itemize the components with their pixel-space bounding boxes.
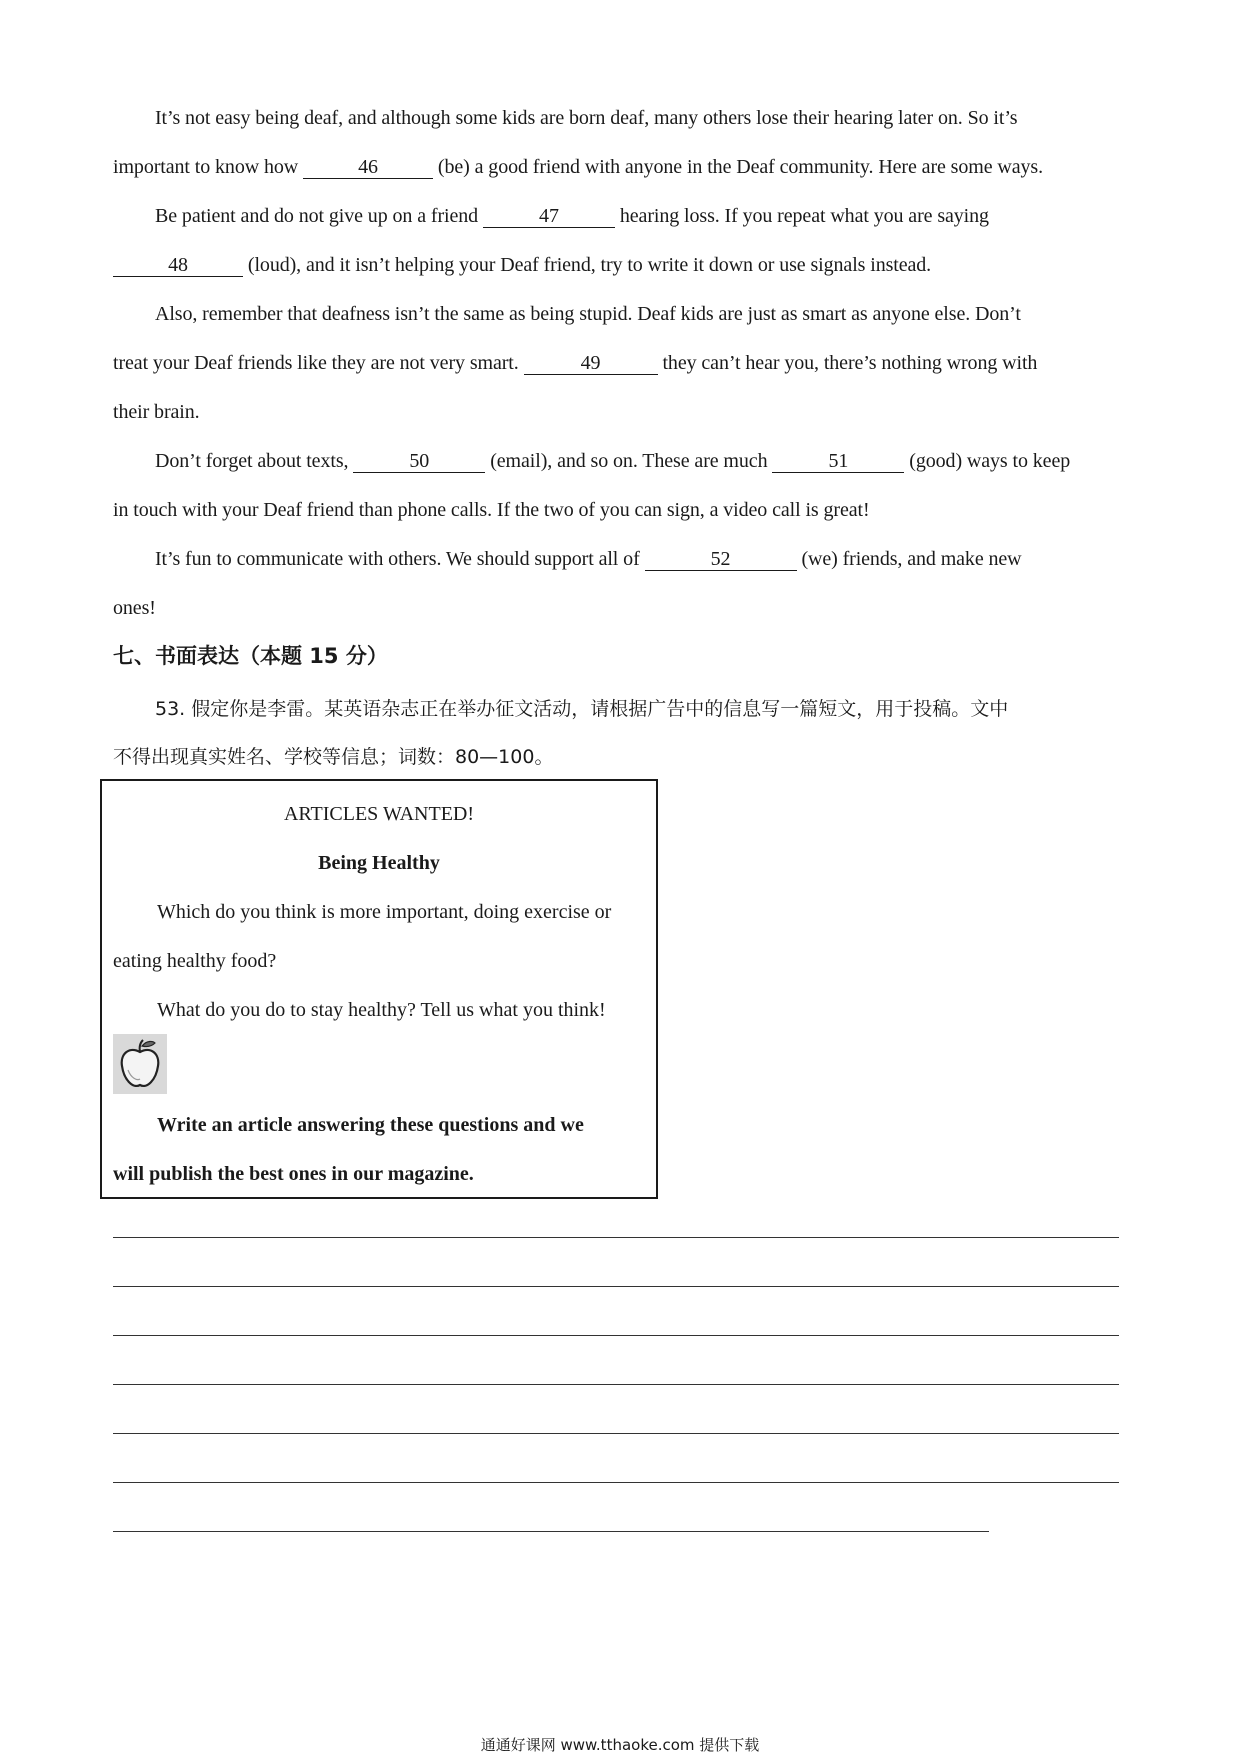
blank-51[interactable]: 51 — [772, 451, 904, 473]
passage-line — [113, 254, 931, 277]
writing-line[interactable] — [113, 1384, 1119, 1385]
blank-48[interactable]: 48 — [113, 255, 243, 277]
writing-line[interactable] — [113, 1433, 1119, 1434]
blank-47[interactable]: 47 — [483, 206, 615, 228]
ad-call-to-action: will publish the best ones in our magazine. — [113, 1163, 474, 1185]
task-instruction: 53. 假定你是李雷。某英语杂志正在举办征文活动，请根据广告中的信息写一篇短文，用于投稿。文中 — [155, 698, 1009, 720]
passage-line: in touch with your Deaf friend than phone calls. If the two of you can sign, a video call is great! — [113, 499, 870, 521]
passage-text: (good) ways to keep — [909, 450, 1071, 472]
blank-52[interactable]: 52 — [645, 549, 797, 571]
task-instruction: 不得出现真实姓名、学校等信息；词数：80—100。 — [113, 746, 554, 768]
blank-49[interactable]: 49 — [524, 353, 658, 375]
passage-line — [155, 205, 989, 228]
passage-text: It’s fun to communicate with others. We should support all of — [155, 548, 640, 570]
passage-text: Don’t forget about texts, — [155, 450, 349, 472]
ad-question: Which do you think is more important, doing exercise or — [157, 901, 612, 923]
passage-line: their brain. — [113, 401, 200, 423]
passage-text: Be patient and do not give up on a friend — [155, 205, 479, 227]
passage-line: Also, remember that deafness isn’t the same as being stupid. Deaf kids are just as smart as anyone else. Don’t — [155, 303, 1021, 325]
passage-text: treat your Deaf friends like they are not very smart. — [113, 352, 519, 374]
passage-text: (loud), and it isn’t helping your Deaf friend, try to write it down or use signals instead. — [247, 254, 932, 276]
writing-line[interactable] — [113, 1482, 1119, 1483]
passage-line — [155, 548, 1022, 571]
passage-text: (we) friends, and make new — [801, 548, 1022, 570]
passage-text: (email), and so on. These are much — [490, 450, 768, 472]
passage-line — [113, 352, 1037, 375]
passage-text: hearing loss. If you repeat what you are saying — [619, 205, 989, 227]
writing-line[interactable] — [113, 1286, 1119, 1287]
writing-line[interactable] — [113, 1335, 1119, 1336]
writing-line[interactable] — [113, 1237, 1119, 1238]
apple-icon — [113, 1034, 167, 1094]
passage-line: It’s not easy being deaf, and although some kids are born deaf, many others lose their hearing later on. So it’s — [155, 107, 1018, 129]
page-footer: 通通好课网 www.tthaoke.com 提供下载 — [480, 1736, 760, 1754]
ad-subtitle: Being Healthy — [318, 852, 440, 874]
writing-line[interactable] — [113, 1531, 989, 1532]
ad-question: eating healthy food? — [113, 950, 277, 972]
passage-text: they can’t hear you, there’s nothing wrong with — [662, 352, 1038, 374]
passage-line — [155, 450, 1070, 473]
passage-text: important to know how — [113, 156, 299, 178]
passage-line: ones! — [113, 597, 156, 619]
passage-text: (be) a good friend with anyone in the Deaf community. Here are some ways. — [437, 156, 1044, 178]
ad-call-to-action: Write an article answering these questions and we — [157, 1114, 584, 1136]
ad-question: What do you do to stay healthy? Tell us what you think! — [157, 999, 606, 1021]
ad-title: ARTICLES WANTED! — [283, 803, 475, 825]
blank-46[interactable]: 46 — [303, 157, 433, 179]
section-heading: 七、书面表达（本题 15 分） — [113, 644, 388, 668]
ad-box — [100, 779, 658, 1199]
blank-50[interactable]: 50 — [353, 451, 485, 473]
passage-line — [113, 156, 1043, 179]
